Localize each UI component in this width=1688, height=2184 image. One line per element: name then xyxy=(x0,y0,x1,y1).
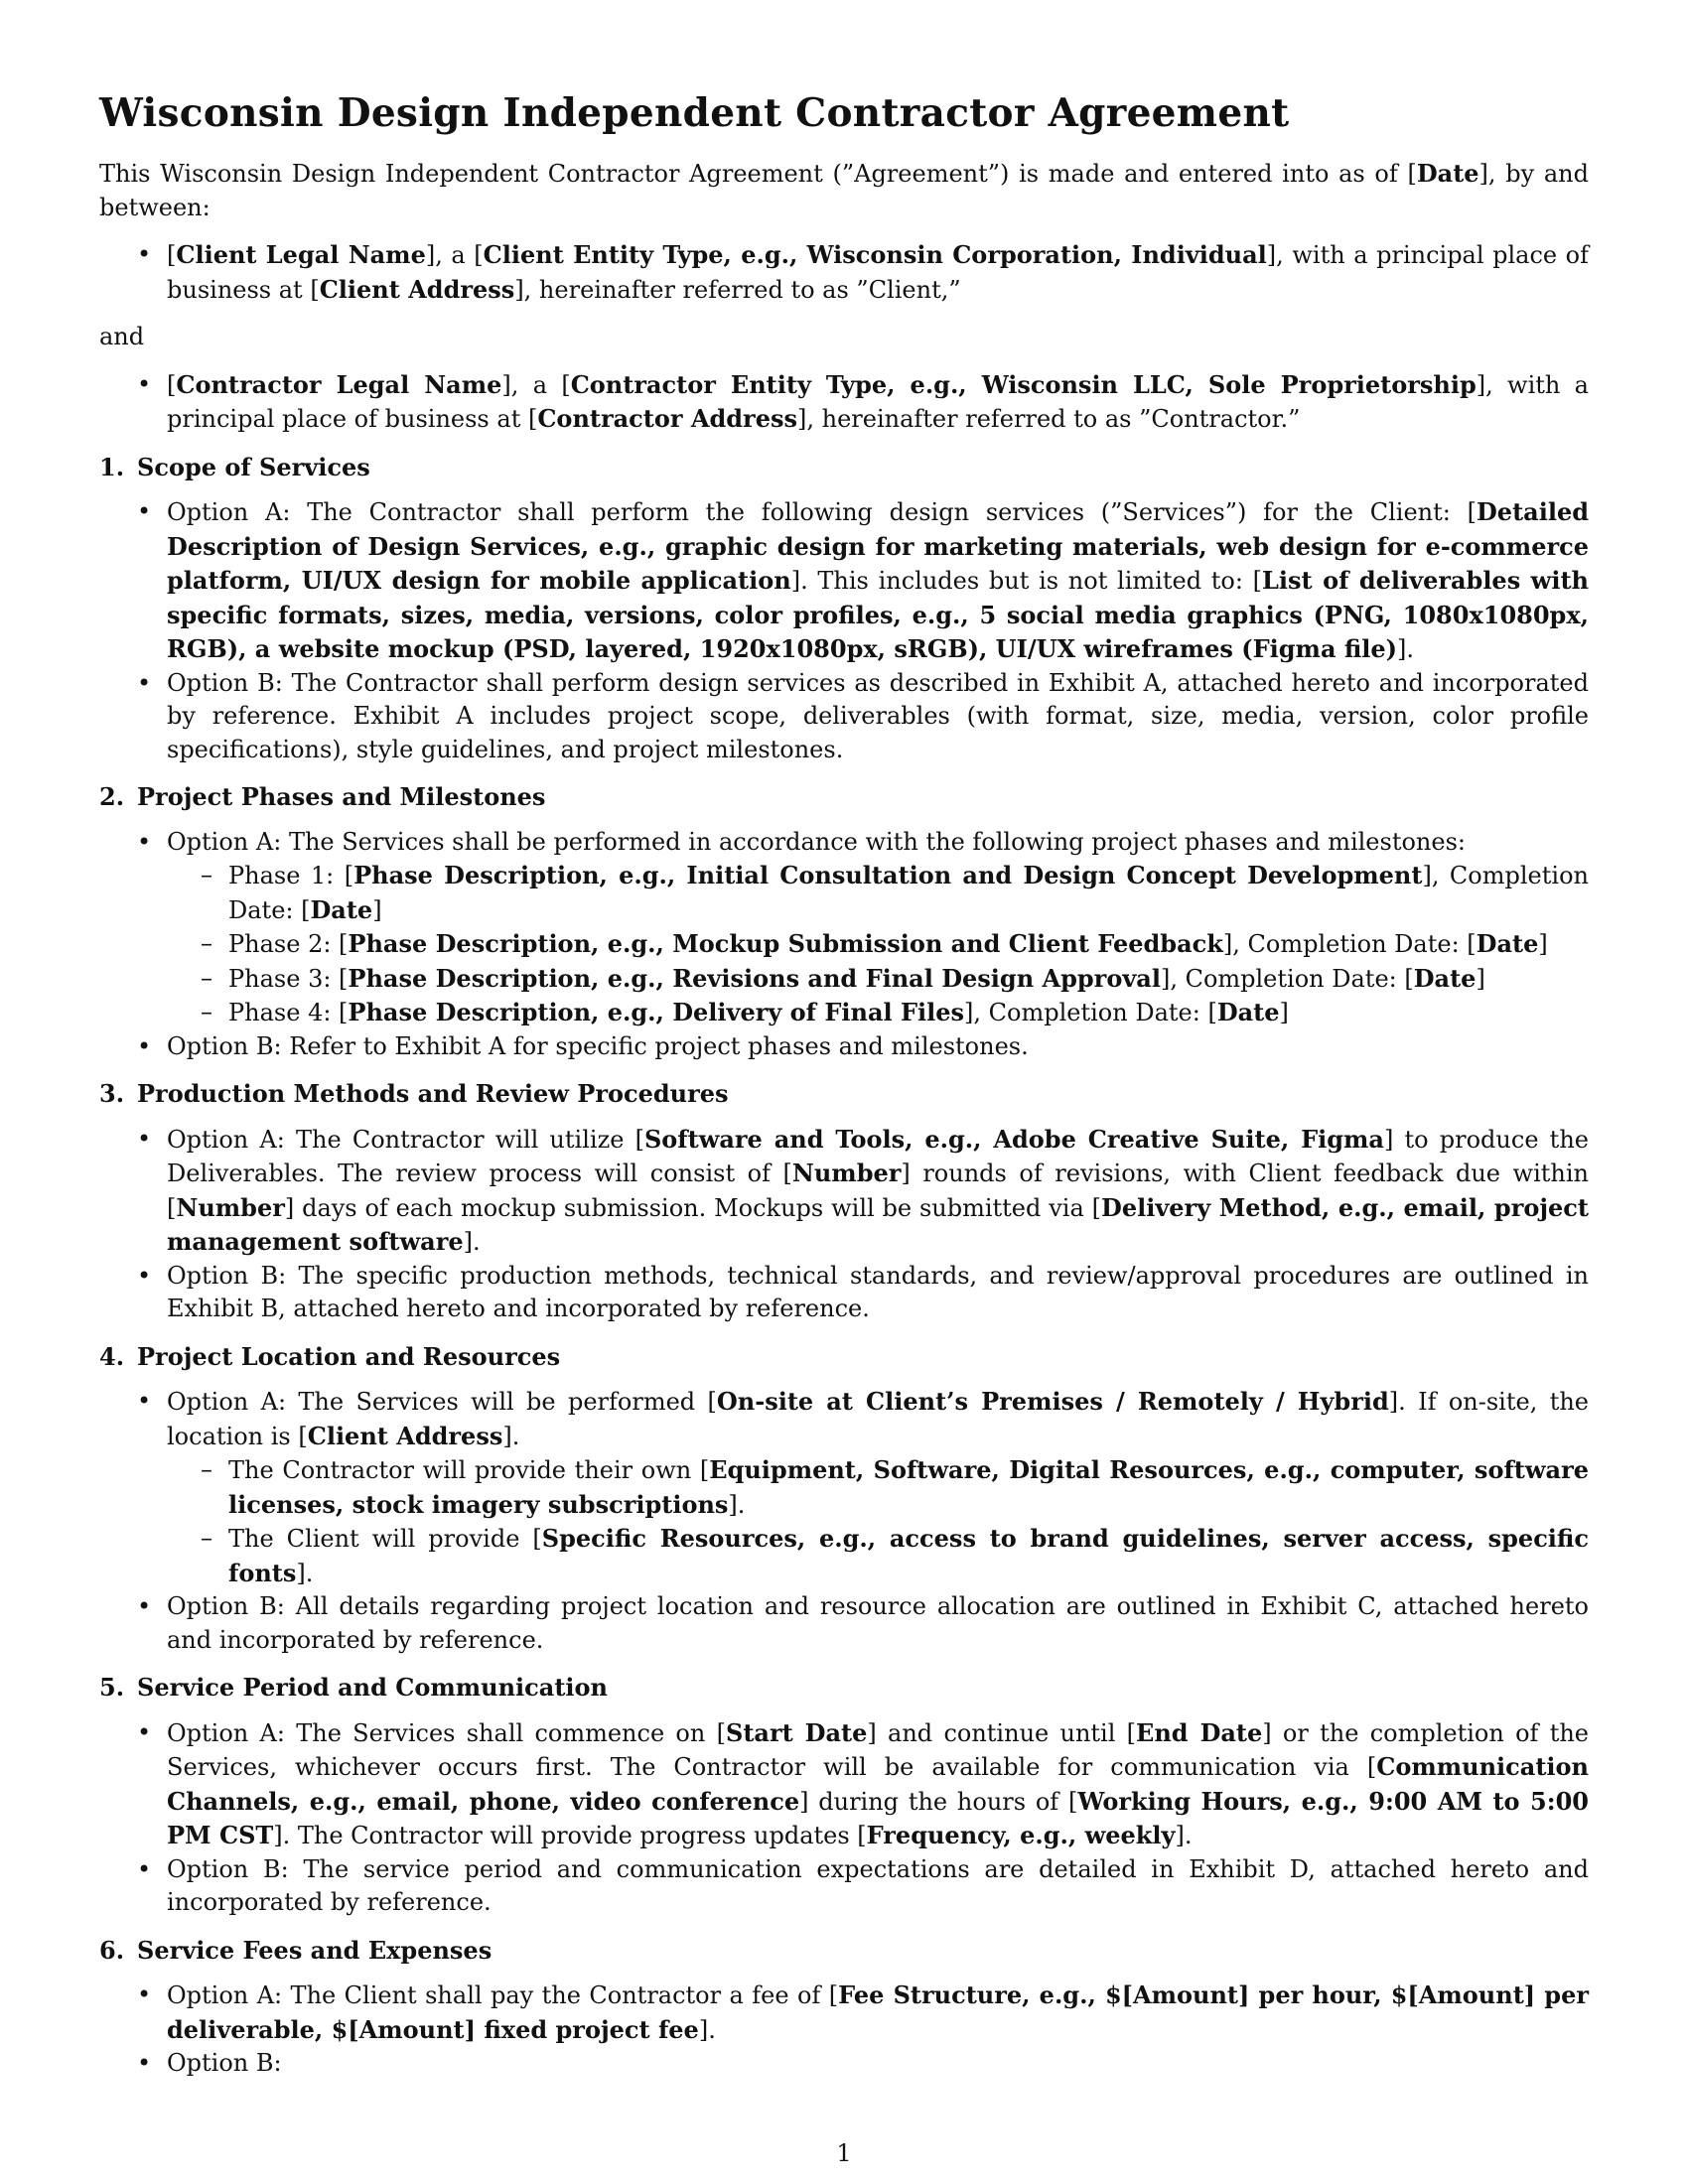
document-page xyxy=(99,89,1589,2081)
option-b-item: • Option B: The service period and communication expectations are detailed in Exhibit D, attached hereto and incorporated by reference. xyxy=(99,1853,1589,1920)
section-heading: 6. Service Fees and Expenses xyxy=(99,1935,492,1965)
option-a-item: • Option A: The Client shall pay the Contractor a fee of [Fee Structure, e.g., $[Amount] per hour, $[Amount] per deliverable, $[Amount] fixed project fee]. xyxy=(99,1979,1589,2047)
option-a-item: • Option A: The Services shall commence on [Start Date] and continue until [End Date] or the completion of the Services, whichever occurs first. The Contractor will be available for communication via [Communication Channels, e.g., email, phone, video conference] during the hours of [Working Hours, e.g., 9:00 AM to 5:00 PM CST]. The Contractor will provide progress updates [Frequency, e.g., weekly]. xyxy=(99,1716,1589,1853)
option-b-item: • Option B: Refer to Exhibit A for specific project phases and milestones. xyxy=(99,1030,1589,1064)
document-title: Wisconsin Design Independent Contractor Agreement xyxy=(99,90,1290,136)
resource-list xyxy=(167,1453,1589,1590)
option-b-item: • Option B: xyxy=(99,2047,1589,2081)
section-service-period xyxy=(99,1671,1589,1920)
section-heading: 1. Scope of Services xyxy=(99,452,370,481)
section-heading: 3. Production Methods and Review Procedures xyxy=(99,1079,729,1108)
option-b-item: • Option B: All details regarding project location and resource allocation are outlined in Exhibit C, attached hereto and incorporated by reference. xyxy=(99,1590,1589,1657)
section-project-location xyxy=(99,1340,1589,1658)
phase-item: – Phase 3: [Phase Description, e.g., Revisions and Final Design Approval], Completion Date: [Date] xyxy=(167,962,1589,997)
option-a-item: • Option A: The Services will be performed [On-site at Client’s Premises / Remotely / Hybrid]. If on-site, the location is [Client Address]. – The Contractor will provide their own [Equipment, Software, Digital Resources, e.g., computer, software licenses, stock imagery subscriptions]. – The Client will provide [Specific Resources, e.g., access to brand guidelines, server access, specific fonts]. xyxy=(99,1385,1589,1590)
phase-list xyxy=(167,859,1589,1030)
phase-item: – Phase 1: [Phase Description, e.g., Initial Consultation and Design Concept Development], Completion Date: [Date] xyxy=(167,859,1589,927)
section-heading: 4. Project Location and Resources xyxy=(99,1341,561,1371)
intro-paragraph: This Wisconsin Design Independent Contractor Agreement (”Agreement”) is made and entered into as of [Date], by and between: xyxy=(99,159,1589,221)
option-a-item: • Option A: The Services shall be performed in accordance with the following project phases and milestones: – Phase 1: [Phase Description, e.g., Initial Consultation and Design Concept Development], Completion Date: [Date] – Phase 2: [Phase Description, e.g., Mockup Submission and Client Feedback], Completion Date: [Date] – Phase 3: [Phase Description, e.g., Revisions and Final Design Approval], Completion Date: [Date] – Phase 4: [Phase Description, e.g., Delivery of Final Files], Completion Date: [Date] xyxy=(99,826,1589,1030)
client-party-item: • [Client Legal Name], a [Client Entity Type, e.g., Wisconsin Corporation, Individual], with a principal place of business at [Client Address], hereinafter referred to as ”Client,” xyxy=(99,238,1589,307)
section-project-phases xyxy=(99,780,1589,1063)
contractor-resources-item: – The Contractor will provide their own [Equipment, Software, Digital Resources, e.g., computer, software licenses, stock imagery subscriptions]. xyxy=(167,1453,1589,1522)
client-party-list xyxy=(99,238,1589,307)
page-number: 1 xyxy=(836,2139,852,2167)
option-a-item: • Option A: The Contractor will utilize [Software and Tools, e.g., Adobe Creative Suite, Figma] to produce the Deliverables. The review process will consist of [Number] rounds of revisions, with Client feedback due within [Number] days of each mockup submission. Mockups will be submitted via [Delivery Method, e.g., email, project management software]. xyxy=(99,1123,1589,1260)
section-heading: 2. Project Phases and Milestones xyxy=(99,782,546,811)
and-text: and xyxy=(99,323,145,350)
phase-item: – Phase 2: [Phase Description, e.g., Mockup Submission and Client Feedback], Completion Date: [Date] xyxy=(167,927,1589,962)
contractor-party-item: • [Contractor Legal Name], a [Contractor Entity Type, e.g., Wisconsin LLC, Sole Proprietorship], with a principal place of business at [Contractor Address], hereinafter referred to as ”Contractor.” xyxy=(99,368,1589,437)
section-service-fees xyxy=(99,1934,1589,2081)
contractor-party-list xyxy=(99,368,1589,437)
section-heading: 5. Service Period and Communication xyxy=(99,1673,608,1702)
section-scope-of-services xyxy=(99,451,1589,767)
client-resources-item: – The Client will provide [Specific Resources, e.g., access to brand guidelines, server access, specific fonts]. xyxy=(167,1522,1589,1590)
option-b-item: • Option B: The Contractor shall perform design services as described in Exhibit A, attached hereto and incorporated by reference. Exhibit A includes project scope, deliverables (with format, size, media, version, color profile specifications), style guidelines, and project milestones. xyxy=(99,667,1589,767)
option-b-item: • Option B: The specific production methods, technical standards, and review/approval procedures are outlined in Exhibit B, attached hereto and incorporated by reference. xyxy=(99,1260,1589,1326)
section-production-methods xyxy=(99,1077,1589,1326)
phase-item: – Phase 4: [Phase Description, e.g., Delivery of Final Files], Completion Date: [Date] xyxy=(167,996,1589,1030)
option-a-item: • Option A: The Contractor shall perform the following design services (”Services”) for the Client: [Detailed Description of Design Services, e.g., graphic design for marketing materials, web design for e-commerce platform, UI/UX design for mobile application]. This includes but is not limited to: [List of deliverables with specific formats, sizes, media, versions, color profiles, e.g., 5 social media graphics (PNG, 1080x1080px, RGB), a website mockup (PSD, layered, 1920x1080px, sRGB), UI/UX wireframes (Figma file)]. xyxy=(99,495,1589,667)
